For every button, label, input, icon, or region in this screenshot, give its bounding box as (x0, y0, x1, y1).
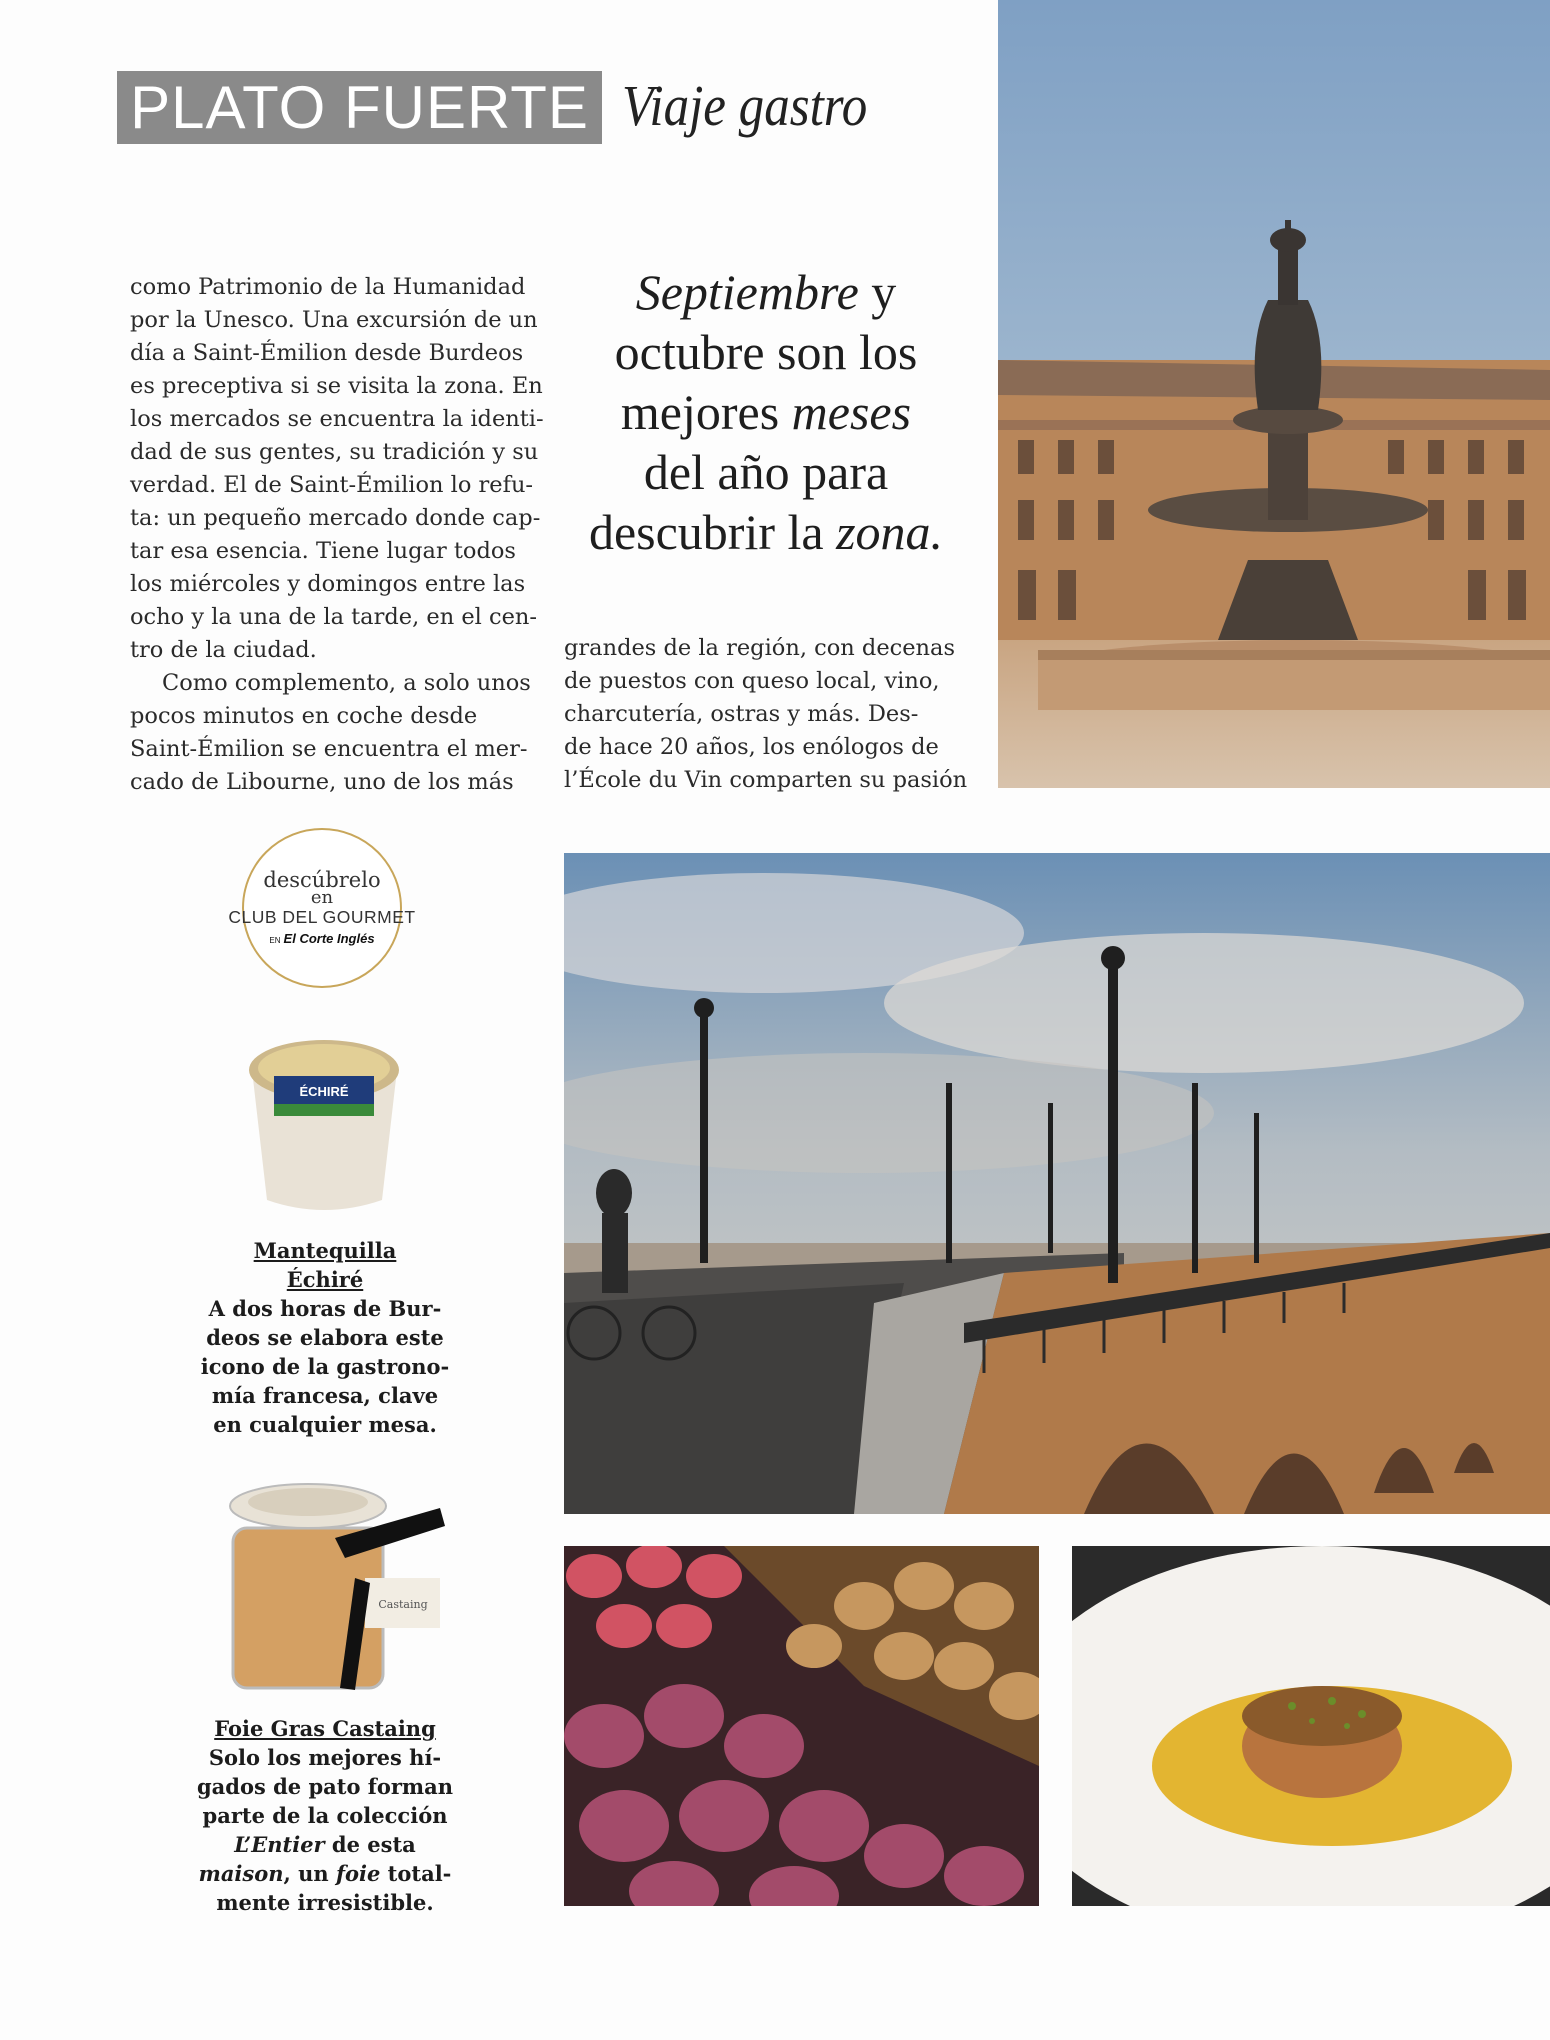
quote-text: mejores (620, 384, 792, 440)
body-line: cado de Libourne, uno de los más (130, 769, 514, 795)
body-column-left (130, 271, 544, 799)
body-line: como Patrimonio de la Humanidad (130, 274, 526, 300)
product-name: Échiré (286, 1267, 364, 1292)
body-line: de puestos con queso local, vino, (564, 668, 940, 694)
body-line: Saint-Émilion se encuentra el mer- (130, 736, 528, 762)
quote-text: octubre son los (614, 324, 918, 380)
product-desc: maison, un foie total- (198, 1861, 452, 1886)
product-caption-foie-gras (195, 1714, 455, 1917)
quote-text: del año para (643, 444, 889, 500)
photo-foie-gras-dish (1072, 1546, 1550, 1906)
product-name: Mantequilla (253, 1238, 397, 1263)
quote-text: meses (791, 384, 912, 440)
product-desc: mente irresistible. (216, 1890, 434, 1915)
product-caption-echire (195, 1236, 455, 1439)
body-line: tro de la ciudad. (130, 637, 317, 663)
photo-pont-de-pierre (564, 853, 1550, 1514)
section-subtitle: Viaje gastro (622, 73, 868, 138)
quote-text: y (858, 264, 897, 320)
body-line: dad de sus gentes, su tradición y su (130, 439, 539, 465)
product-desc: gados de pato forman (197, 1774, 453, 1799)
quote-text: Septiembre (635, 264, 859, 320)
photo-place-de-la-bourse (998, 0, 1550, 788)
product-desc: icono de la gastrono- (200, 1354, 450, 1379)
quote-text: descubrir la (588, 504, 837, 560)
badge-text: CLUB DEL GOURMET (228, 907, 416, 927)
product-desc: Solo los mejores hí- (208, 1745, 442, 1770)
club-del-gourmet-badge (228, 828, 416, 988)
product-label: ÉCHIRÉ (299, 1084, 349, 1099)
body-line: pocos minutos en coche desde (130, 703, 478, 729)
product-desc: mía francesa, clave (211, 1383, 439, 1408)
product-image-echire-butter (232, 1020, 417, 1215)
product-desc: A dos horas de Bur- (208, 1296, 442, 1321)
quote-text: zona. (836, 504, 944, 560)
body-line: es preceptiva si se visita la zona. En (130, 373, 543, 399)
badge-text: en (310, 887, 334, 908)
body-line: de hace 20 años, los enólogos de (564, 734, 939, 760)
body-line: tar esa esencia. Tiene lugar todos (130, 538, 516, 564)
photo-macarons (564, 1546, 1039, 1906)
body-line: los mercados se encuentra la identi- (130, 406, 544, 432)
section-badge: PLATO FUERTE (117, 71, 602, 144)
badge-text: descúbrelo (263, 868, 381, 892)
body-line: verdad. El de Saint-Émilion lo refu- (130, 472, 534, 498)
body-line: Como complemento, a solo unos (162, 670, 531, 696)
body-line: día a Saint-Émilion desde Burdeos (130, 340, 524, 366)
body-line: charcutería, ostras y más. Des- (564, 701, 919, 727)
body-line: por la Unesco. Una excursión de un (130, 307, 538, 333)
body-line: grandes de la región, con decenas (564, 635, 956, 661)
body-line: los miércoles y domingos entre las (130, 571, 526, 597)
el-corte-ingles-logo: EN El Corte Inglés (269, 931, 375, 946)
body-column-middle (564, 632, 967, 797)
body-line: ocho y la una de la tarde, en el cen- (130, 604, 538, 630)
product-image-foie-gras-jar (205, 1478, 460, 1704)
body-line: l’École du Vin comparten su pasión (564, 767, 968, 793)
product-desc: en cualquier mesa. (213, 1412, 437, 1437)
product-desc: deos se elabora este (206, 1325, 444, 1350)
product-desc: L’Entier de esta (234, 1832, 416, 1857)
body-line: ta: un pequeño mercado donde cap- (130, 505, 541, 531)
product-label: Castaing (378, 1598, 428, 1611)
pull-quote (556, 262, 976, 562)
product-desc: parte de la colección (202, 1803, 448, 1828)
product-name: Foie Gras Castaing (214, 1716, 436, 1741)
